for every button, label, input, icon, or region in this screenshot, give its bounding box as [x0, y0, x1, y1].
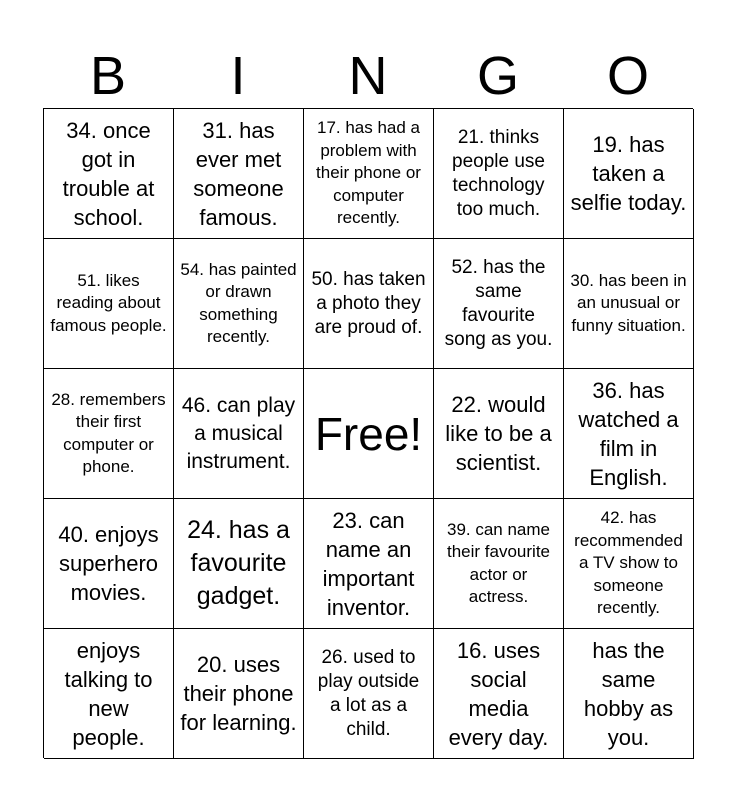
cell-text: 20. uses their phone for learning. [180, 652, 297, 735]
bingo-header [43, 46, 693, 106]
header-letter-g: G [476, 46, 519, 106]
cell-text: 21. thinks people use technology too much. [452, 126, 545, 220]
cell-text: 50. has taken a photo they are proud of. [311, 268, 426, 338]
bingo-cell[interactable] [434, 239, 564, 369]
bingo-cell[interactable] [564, 109, 694, 239]
bingo-cell[interactable] [174, 369, 304, 499]
bingo-cell[interactable] [564, 239, 694, 369]
bingo-cell[interactable] [434, 109, 564, 239]
bingo-cell[interactable] [174, 239, 304, 369]
bingo-cell[interactable] [174, 629, 304, 759]
cell-text: 40. enjoys superhero movies. [58, 522, 159, 605]
cell-text: 26. used to play outside a lot as a child. [317, 646, 420, 740]
cell-text: 34. once got in trouble at school. [62, 117, 155, 230]
header-letter-b: B [89, 46, 127, 106]
cell-text: 36. has watched a film in English. [578, 377, 679, 490]
cell-text: 46. can play a musical instrument. [181, 393, 296, 473]
bingo-cell[interactable] [304, 499, 434, 629]
cell-text: enjoys talking to new people. [64, 637, 153, 750]
bingo-free-cell[interactable] [304, 369, 434, 499]
cell-text: 39. can name their favourite actor or actress. [446, 519, 550, 606]
bingo-cell[interactable] [304, 239, 434, 369]
cell-text: 23. can name an important inventor. [322, 507, 415, 620]
bingo-cell[interactable] [44, 629, 174, 759]
header-letter-i: I [230, 46, 246, 106]
cell-text: 28. remembers their first computer or phone. [51, 389, 166, 476]
cell-text: 51. likes reading about famous people. [50, 270, 167, 335]
bingo-cell[interactable] [304, 109, 434, 239]
cell-text: 19. has taken a selfie today. [570, 132, 687, 215]
cell-text: has the same hobby as you. [583, 637, 674, 750]
header-letter-n: N [348, 46, 388, 106]
cell-text: 24. has a favourite gadget. [187, 516, 290, 610]
cell-text: 52. has the same favourite song as you. [444, 256, 553, 350]
bingo-cell[interactable] [564, 369, 694, 499]
cell-text: 42. has recommended a TV show to someone recently. [574, 508, 683, 618]
header-letter-o: O [606, 46, 649, 106]
cell-text: 30. has been in an unusual or funny situation. [570, 270, 687, 335]
cell-text: 16. uses social media every day. [448, 637, 549, 750]
cell-text: 22. would like to be a scientist. [445, 392, 552, 475]
cell-text: 17. has had a problem with their phone or computer recently. [316, 118, 421, 228]
cell-text: 31. has ever met someone famous. [193, 117, 284, 230]
bingo-cell[interactable] [304, 629, 434, 759]
cell-text: 54. has painted or drawn something recently. [180, 259, 297, 346]
bingo-cell[interactable] [434, 369, 564, 499]
bingo-cell[interactable] [434, 499, 564, 629]
bingo-grid [43, 108, 693, 758]
bingo-cell[interactable] [174, 109, 304, 239]
bingo-cell[interactable] [44, 499, 174, 629]
bingo-cell[interactable] [44, 239, 174, 369]
bingo-cell[interactable] [564, 499, 694, 629]
bingo-cell[interactable] [44, 369, 174, 499]
bingo-cell[interactable] [564, 629, 694, 759]
bingo-cell[interactable] [44, 109, 174, 239]
bingo-cell[interactable] [174, 499, 304, 629]
free-space-text: Free! [314, 407, 423, 460]
bingo-cell[interactable] [434, 629, 564, 759]
